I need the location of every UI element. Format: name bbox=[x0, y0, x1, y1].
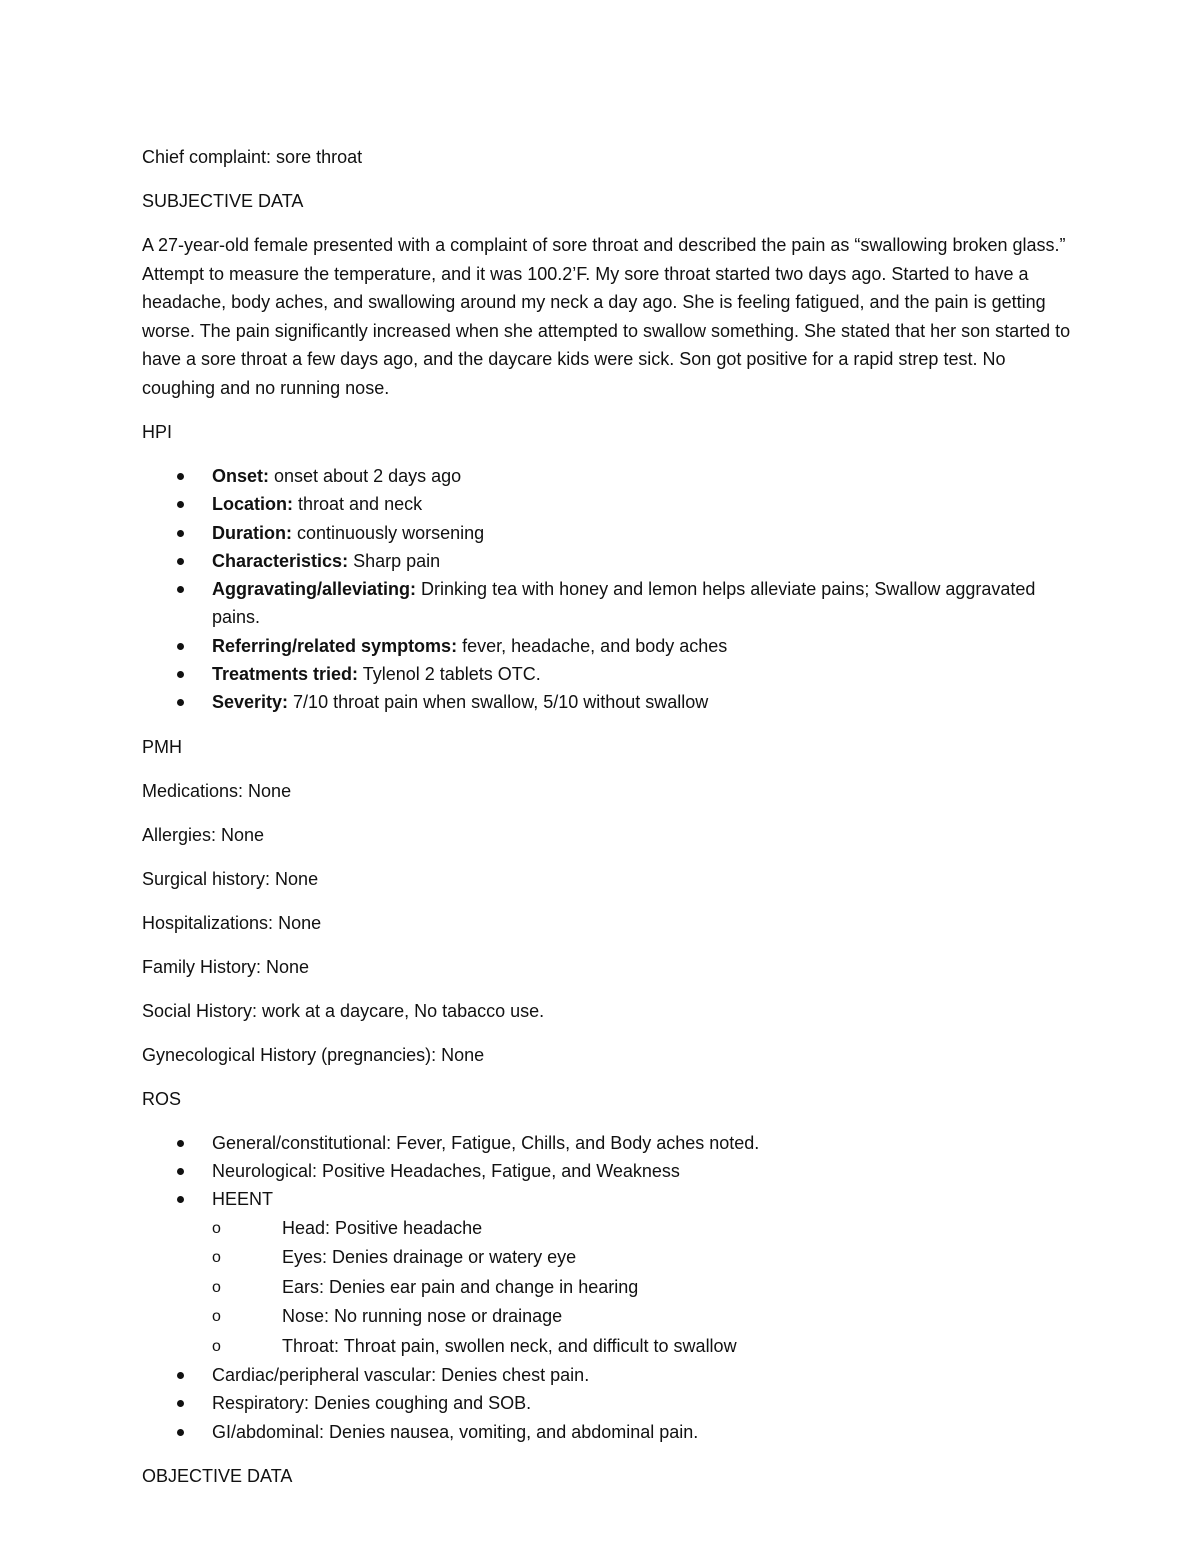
pmh-line: Surgical history: None bbox=[142, 868, 319, 889]
hpi-item-label: Severity: bbox=[212, 692, 289, 713]
subjective-paragraph: A 27-year-old female presented with a complaint of sore throat and described the pain as “swallowing broken glass.” Attempt to measure the temperature, and it was 100.2’F. My sore throat started two days ago. Started to have a headache, body aches, and swallowing around my neck a day ago. She is feeling fatigued, and the pain is getting worse. The pain significantly increased when she attempted to swallow something. She stated that her son started to have a sore throat a few days ago, and the daycare kids were sick. Son got positive for a rapid strep test. No coughing and no running nose. bbox=[142, 235, 1071, 398]
ros-item: GI/abdominal: Denies nausea, vomiting, and abdominal pain. bbox=[142, 1418, 1082, 1446]
hpi-item-label: Referring/related symptoms: bbox=[212, 635, 458, 656]
pmh-line: Family History: None bbox=[142, 956, 310, 977]
hpi-item bbox=[142, 660, 1082, 688]
heent-item bbox=[212, 1332, 1082, 1362]
hpi-item-label: Aggravating/alleviating: bbox=[212, 579, 417, 600]
hpi-item-text: Tylenol 2 tablets OTC. bbox=[358, 664, 541, 685]
hpi-heading: HPI bbox=[142, 422, 173, 442]
hpi-item-label: Characteristics: bbox=[212, 550, 349, 571]
heent-item-text: Ears: Denies ear pain and change in hearing bbox=[282, 1276, 639, 1297]
hpi-item bbox=[142, 490, 1082, 518]
hpi-item bbox=[142, 688, 1082, 716]
hpi-item bbox=[142, 575, 1082, 632]
hpi-item-text: onset about 2 days ago bbox=[269, 466, 462, 486]
ros-item: General/constitutional: Fever, Fatigue, Chills, and Body aches noted. bbox=[142, 1129, 1082, 1157]
hpi-item bbox=[142, 462, 1082, 490]
heent-item-text: Nose: No running nose or drainage bbox=[282, 1306, 563, 1327]
hpi-item bbox=[142, 547, 1082, 575]
pmh-line: Allergies: None bbox=[142, 824, 265, 845]
hpi-item-label: Onset: bbox=[212, 466, 270, 486]
document-body bbox=[142, 143, 1082, 1508]
circle-bullet-icon: o bbox=[212, 1337, 221, 1355]
hpi-item-text: Drinking tea with honey and lemon helps alleviate pains; Swallow aggravated pains. bbox=[212, 579, 1036, 628]
ros-item: Respiratory: Denies coughing and SOB. bbox=[142, 1389, 1082, 1417]
hpi-item-label: Location: bbox=[212, 494, 293, 515]
hpi-item bbox=[142, 519, 1082, 547]
circle-bullet-icon: o bbox=[212, 1308, 221, 1326]
pmh-line: Gynecological History (pregnancies): None bbox=[142, 1044, 485, 1065]
hpi-item-text: continuously worsening bbox=[292, 522, 485, 543]
heent-item bbox=[212, 1214, 1082, 1244]
ros-list bbox=[142, 1129, 1082, 1446]
hpi-item-label: Treatments tried: bbox=[212, 664, 359, 685]
heent-item bbox=[212, 1302, 1082, 1332]
hpi-item-text: 7/10 throat pain when swallow, 5/10 without swallow bbox=[288, 692, 709, 713]
hpi-item-text: throat and neck bbox=[293, 494, 423, 515]
heent-item bbox=[212, 1243, 1082, 1273]
heent-sublist-container bbox=[142, 1214, 1082, 1362]
circle-bullet-icon: o bbox=[212, 1249, 221, 1267]
hpi-list bbox=[142, 462, 1082, 717]
ros-heading: ROS bbox=[142, 1088, 182, 1109]
hpi-item-text: fever, headache, and body aches bbox=[457, 635, 728, 656]
chief-complaint: Chief complaint: sore throat bbox=[142, 147, 363, 167]
heent-sublist bbox=[212, 1214, 1082, 1362]
objective-heading: OBJECTIVE DATA bbox=[142, 1465, 293, 1486]
circle-bullet-icon: o bbox=[212, 1278, 221, 1296]
pmh-line: Hospitalizations: None bbox=[142, 912, 322, 933]
heent-item-text: Eyes: Denies drainage or watery eye bbox=[282, 1247, 577, 1268]
heent-item bbox=[212, 1273, 1082, 1303]
pmh-heading: PMH bbox=[142, 736, 182, 757]
heent-item-text: Head: Positive headache bbox=[282, 1217, 483, 1238]
circle-bullet-icon: o bbox=[212, 1219, 221, 1237]
hpi-item-text: Sharp pain bbox=[348, 550, 441, 571]
pmh-line: Social History: work at a daycare, No tabacco use. bbox=[142, 1000, 545, 1021]
hpi-item-label: Duration: bbox=[212, 522, 292, 543]
subjective-heading: SUBJECTIVE DATA bbox=[142, 191, 304, 211]
heent-item-text: Throat: Throat pain, swollen neck, and difficult to swallow bbox=[282, 1335, 737, 1356]
ros-item: HEENT bbox=[142, 1185, 1082, 1213]
ros-item: Neurological: Positive Headaches, Fatigue, and Weakness bbox=[142, 1157, 1082, 1185]
pmh-line: Medications: None bbox=[142, 780, 292, 801]
hpi-item bbox=[142, 632, 1082, 660]
ros-item: Cardiac/peripheral vascular: Denies chest pain. bbox=[142, 1361, 1082, 1389]
